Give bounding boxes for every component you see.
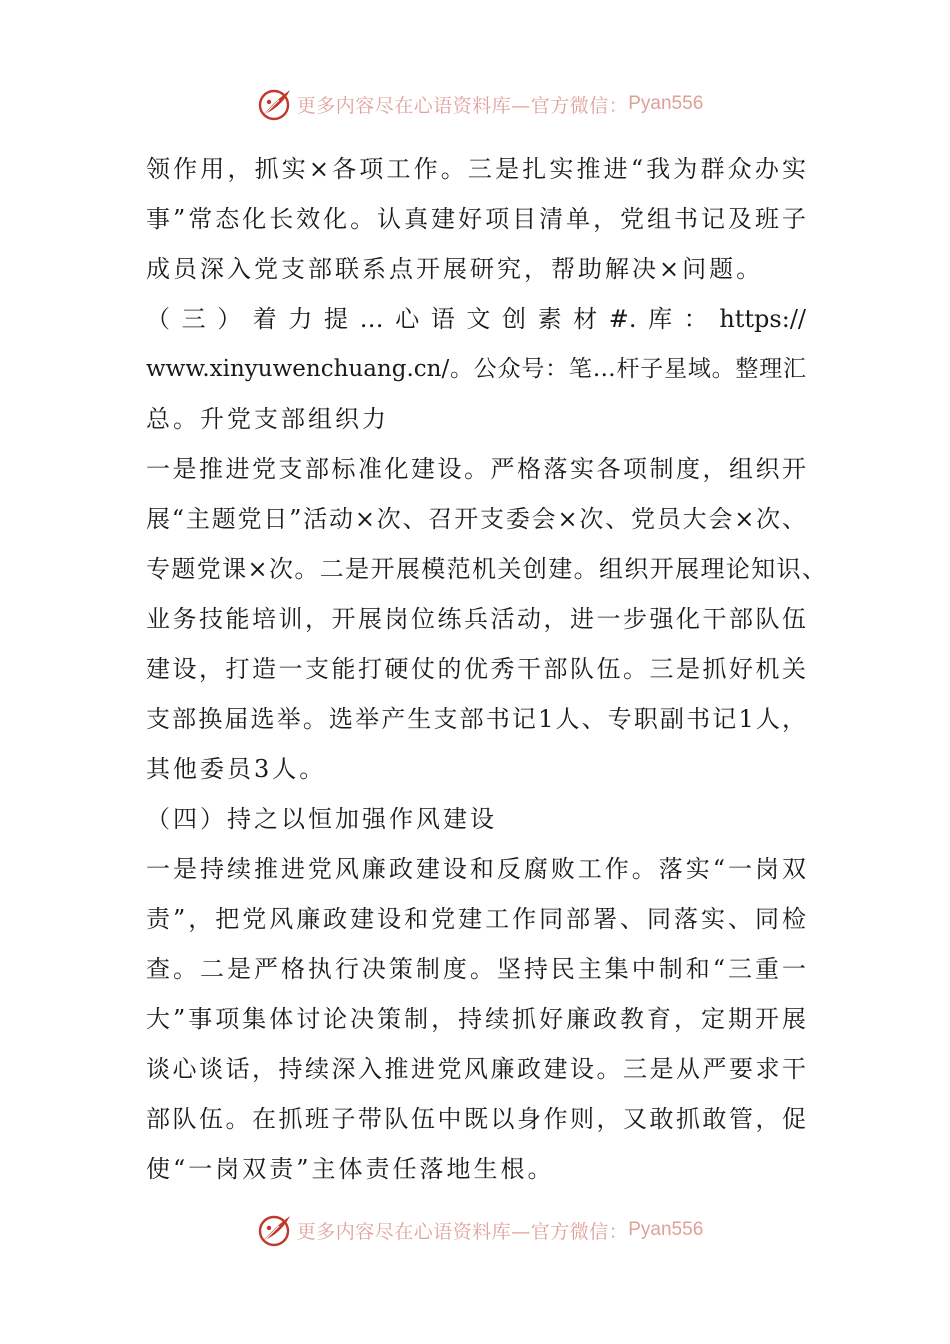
document-body <box>146 144 826 1194</box>
text-line: 成员深入党支部联系点开展研究，帮助解决×问题。 <box>146 255 764 283</box>
text-line: 部队伍。在抓班子带队伍中既以身作则，又敢抓敢管，促 <box>146 1105 806 1133</box>
text-line: 谈心谈话，持续深入推进党风廉政建设。三是从严要求干 <box>146 1055 806 1083</box>
text-line: 其他委员3人。 <box>146 755 327 783</box>
text-line: 使“一岗双责”主体责任落地生根。 <box>146 1155 555 1183</box>
text-line: www.xinyuwenchuang.cn/。公众号：笔…杆子星域。整理汇 <box>146 356 806 382</box>
text-line: 展“主题党日”活动×次、召开支委会×次、党员大会×次、 <box>146 505 806 533</box>
section-heading-4: （四）持之以恒加强作风建设 <box>146 805 497 833</box>
section-heading-3: （三）着力提…心语文创素材#.库：https:// <box>146 305 806 333</box>
text-line: 业务技能培训，开展岗位练兵活动，进一步强化干部队伍 <box>146 605 806 633</box>
quill-logo-icon <box>257 1212 293 1248</box>
footer-banner <box>0 1210 950 1250</box>
text-line: 建设，打造一支能打硬仗的优秀干部队伍。三是抓好机关 <box>146 655 806 683</box>
banner-text: 更多内容尽在心语资料库—官方微信： <box>296 1220 629 1243</box>
text-line: 责”，把党风廉政建设和党建工作同部署、同落实、同检 <box>146 905 806 933</box>
text-line: 大”事项集体讨论决策制，持续抓好廉政教育，定期开展 <box>146 1005 806 1033</box>
text-line: 总。升党支部组织力 <box>146 405 389 433</box>
text-line: 一是推进党支部标准化建设。严格落实各项制度，组织开 <box>146 455 806 483</box>
text-line: 事”常态化长效化。认真建好项目清单，党组书记及班子 <box>146 205 806 233</box>
header-banner <box>0 84 950 124</box>
text-line: 专题党课×次。二是开展模范机关创建。组织开展理论知识、 <box>146 555 826 583</box>
banner-wechat-id: Pyan556 <box>628 1219 704 1240</box>
text-line: 一是持续推进党风廉政建设和反腐败工作。落实“一岗双 <box>146 855 806 883</box>
banner-wechat-id: Pyan556 <box>628 93 704 114</box>
text-line: 领作用，抓实×各项工作。三是扎实推进“我为群众办实 <box>146 155 806 183</box>
banner-text: 更多内容尽在心语资料库—官方微信： <box>296 94 629 117</box>
quill-logo-icon <box>257 86 293 122</box>
text-line: 支部换届选举。选举产生支部书记1人、专职副书记1人， <box>146 705 806 733</box>
text-line: 查。二是严格执行决策制度。坚持民主集中制和“三重一 <box>146 955 806 983</box>
